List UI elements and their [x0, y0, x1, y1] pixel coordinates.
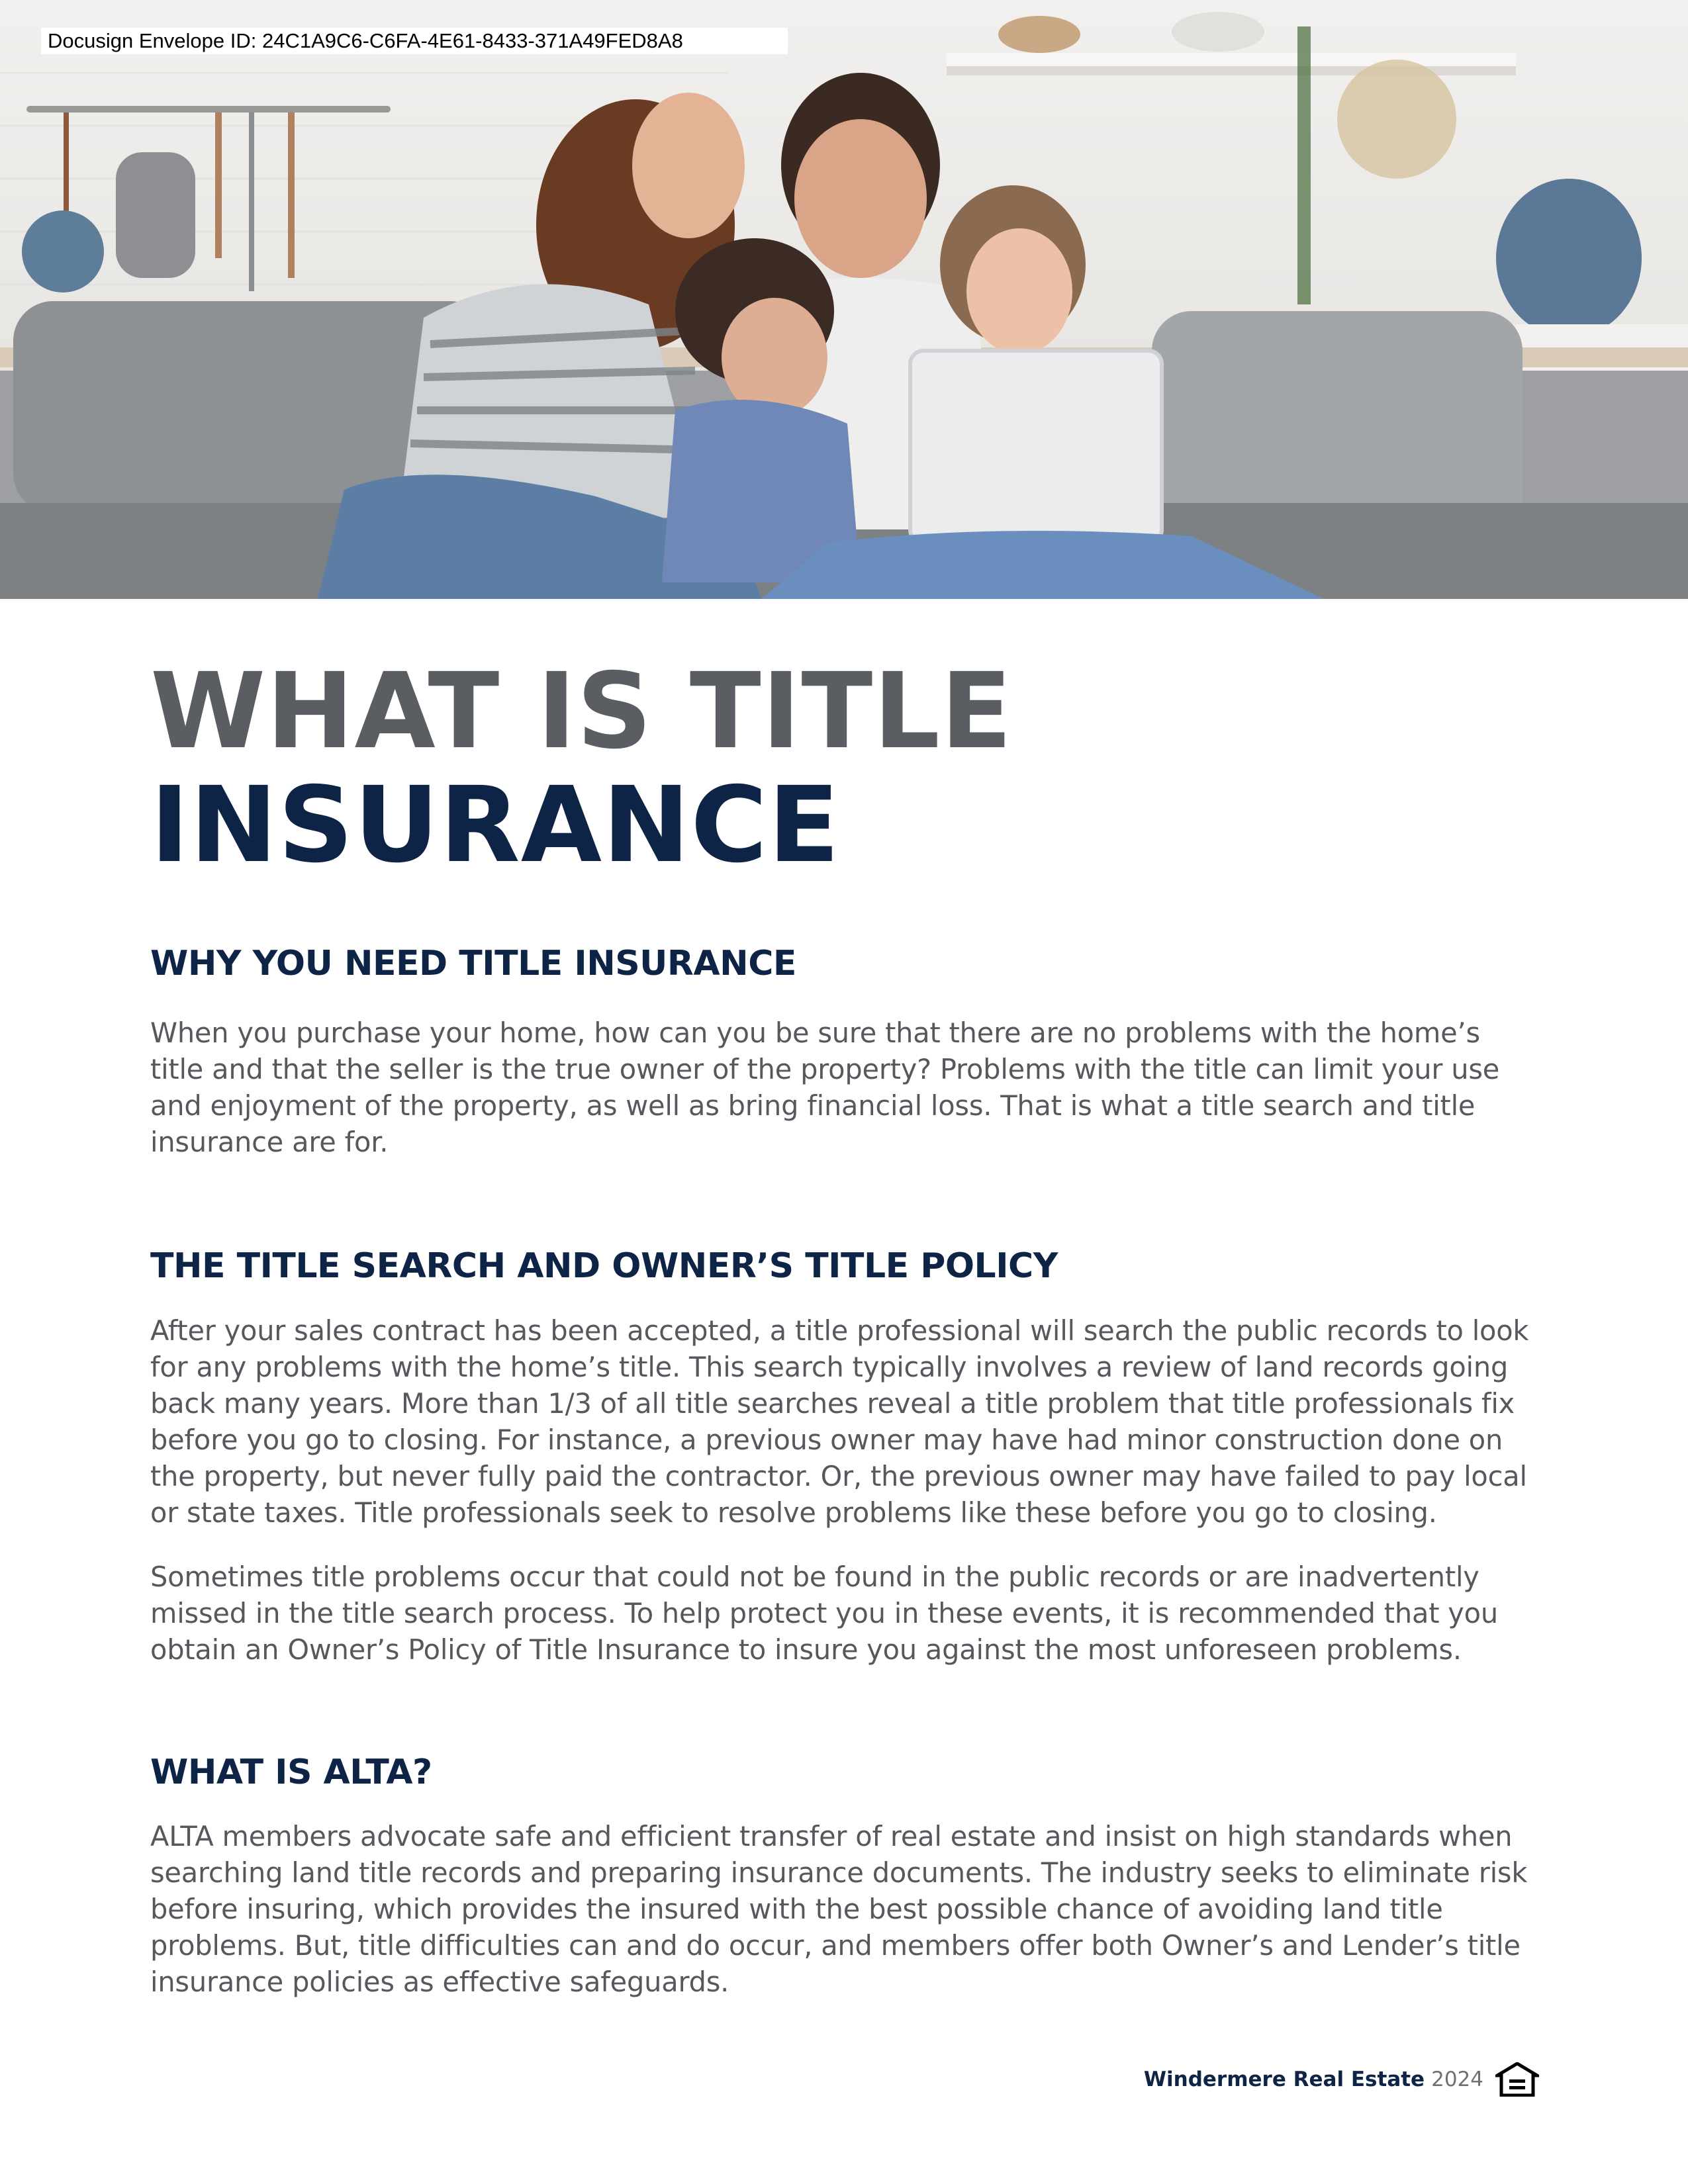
hero-photo: [0, 0, 1688, 599]
section-paragraph: Sometimes title problems occur that could not be found in the public records or are inadvertently missed in the title search process. To help protect you in these events, it is recommended that you obtain an Owner’s Policy of Title Insurance to insure you against the most unforeseen problems.: [150, 1561, 1498, 1666]
section-heading-title-search: THE TITLE SEARCH AND OWNER’S TITLE POLICY: [150, 1246, 1058, 1286]
section-paragraph: When you purchase your home, how can you be sure that there are no problems with the home’s title and that the seller is the true owner of the property? Problems with the title can limit your use and enjoyment of the property, as well as bring financial loss. That is what a title search and title insurance are for.: [150, 1017, 1500, 1158]
footer: [1144, 2060, 1539, 2099]
section-heading-what-is-alta: WHAT IS ALTA?: [150, 1752, 432, 1792]
section-paragraph: ALTA members advocate safe and efficient transfer of real estate and insist on high standards when searching land title records and preparing insurance documents. The industry seeks to eliminate risk before insuring, which provides the insured with the best possible chance of avoiding land title problems. But, title difficulties can and do occur, and members offer both Owner’s and Lender’s title insurance policies as effective safeguards.: [150, 1820, 1528, 1998]
equal-housing-opportunity-icon: [1495, 2062, 1539, 2097]
family-on-couch-photo: [0, 0, 1688, 599]
footer-year: 2024: [1431, 2068, 1483, 2091]
docusign-envelope-id: Docusign Envelope ID: 24C1A9C6-C6FA-4E61-8433-371A49FED8A8: [41, 28, 788, 54]
section-paragraph: After your sales contract has been accepted, a title professional will search the public records to look for any problems with the home’s title. This search typically involves a review of land records going back many years. More than 1/3 of all title searches reveal a title problem that title professionals fix before you go to closing. For instance, a previous owner may have had minor construction done on the property, but never fully paid the contractor. Or, the previous owner may have failed to pay local or state taxes. Title professionals seek to resolve problems like these before you go to closing.: [150, 1314, 1529, 1529]
section-heading-why-title-insurance: WHY YOU NEED TITLE INSURANCE: [150, 944, 796, 983]
footer-brand: Windermere Real Estate: [1143, 2068, 1425, 2091]
page-title-line-2: INSURANCE: [150, 764, 841, 886]
page-title-line-1: WHAT IS TITLE: [150, 651, 1013, 772]
